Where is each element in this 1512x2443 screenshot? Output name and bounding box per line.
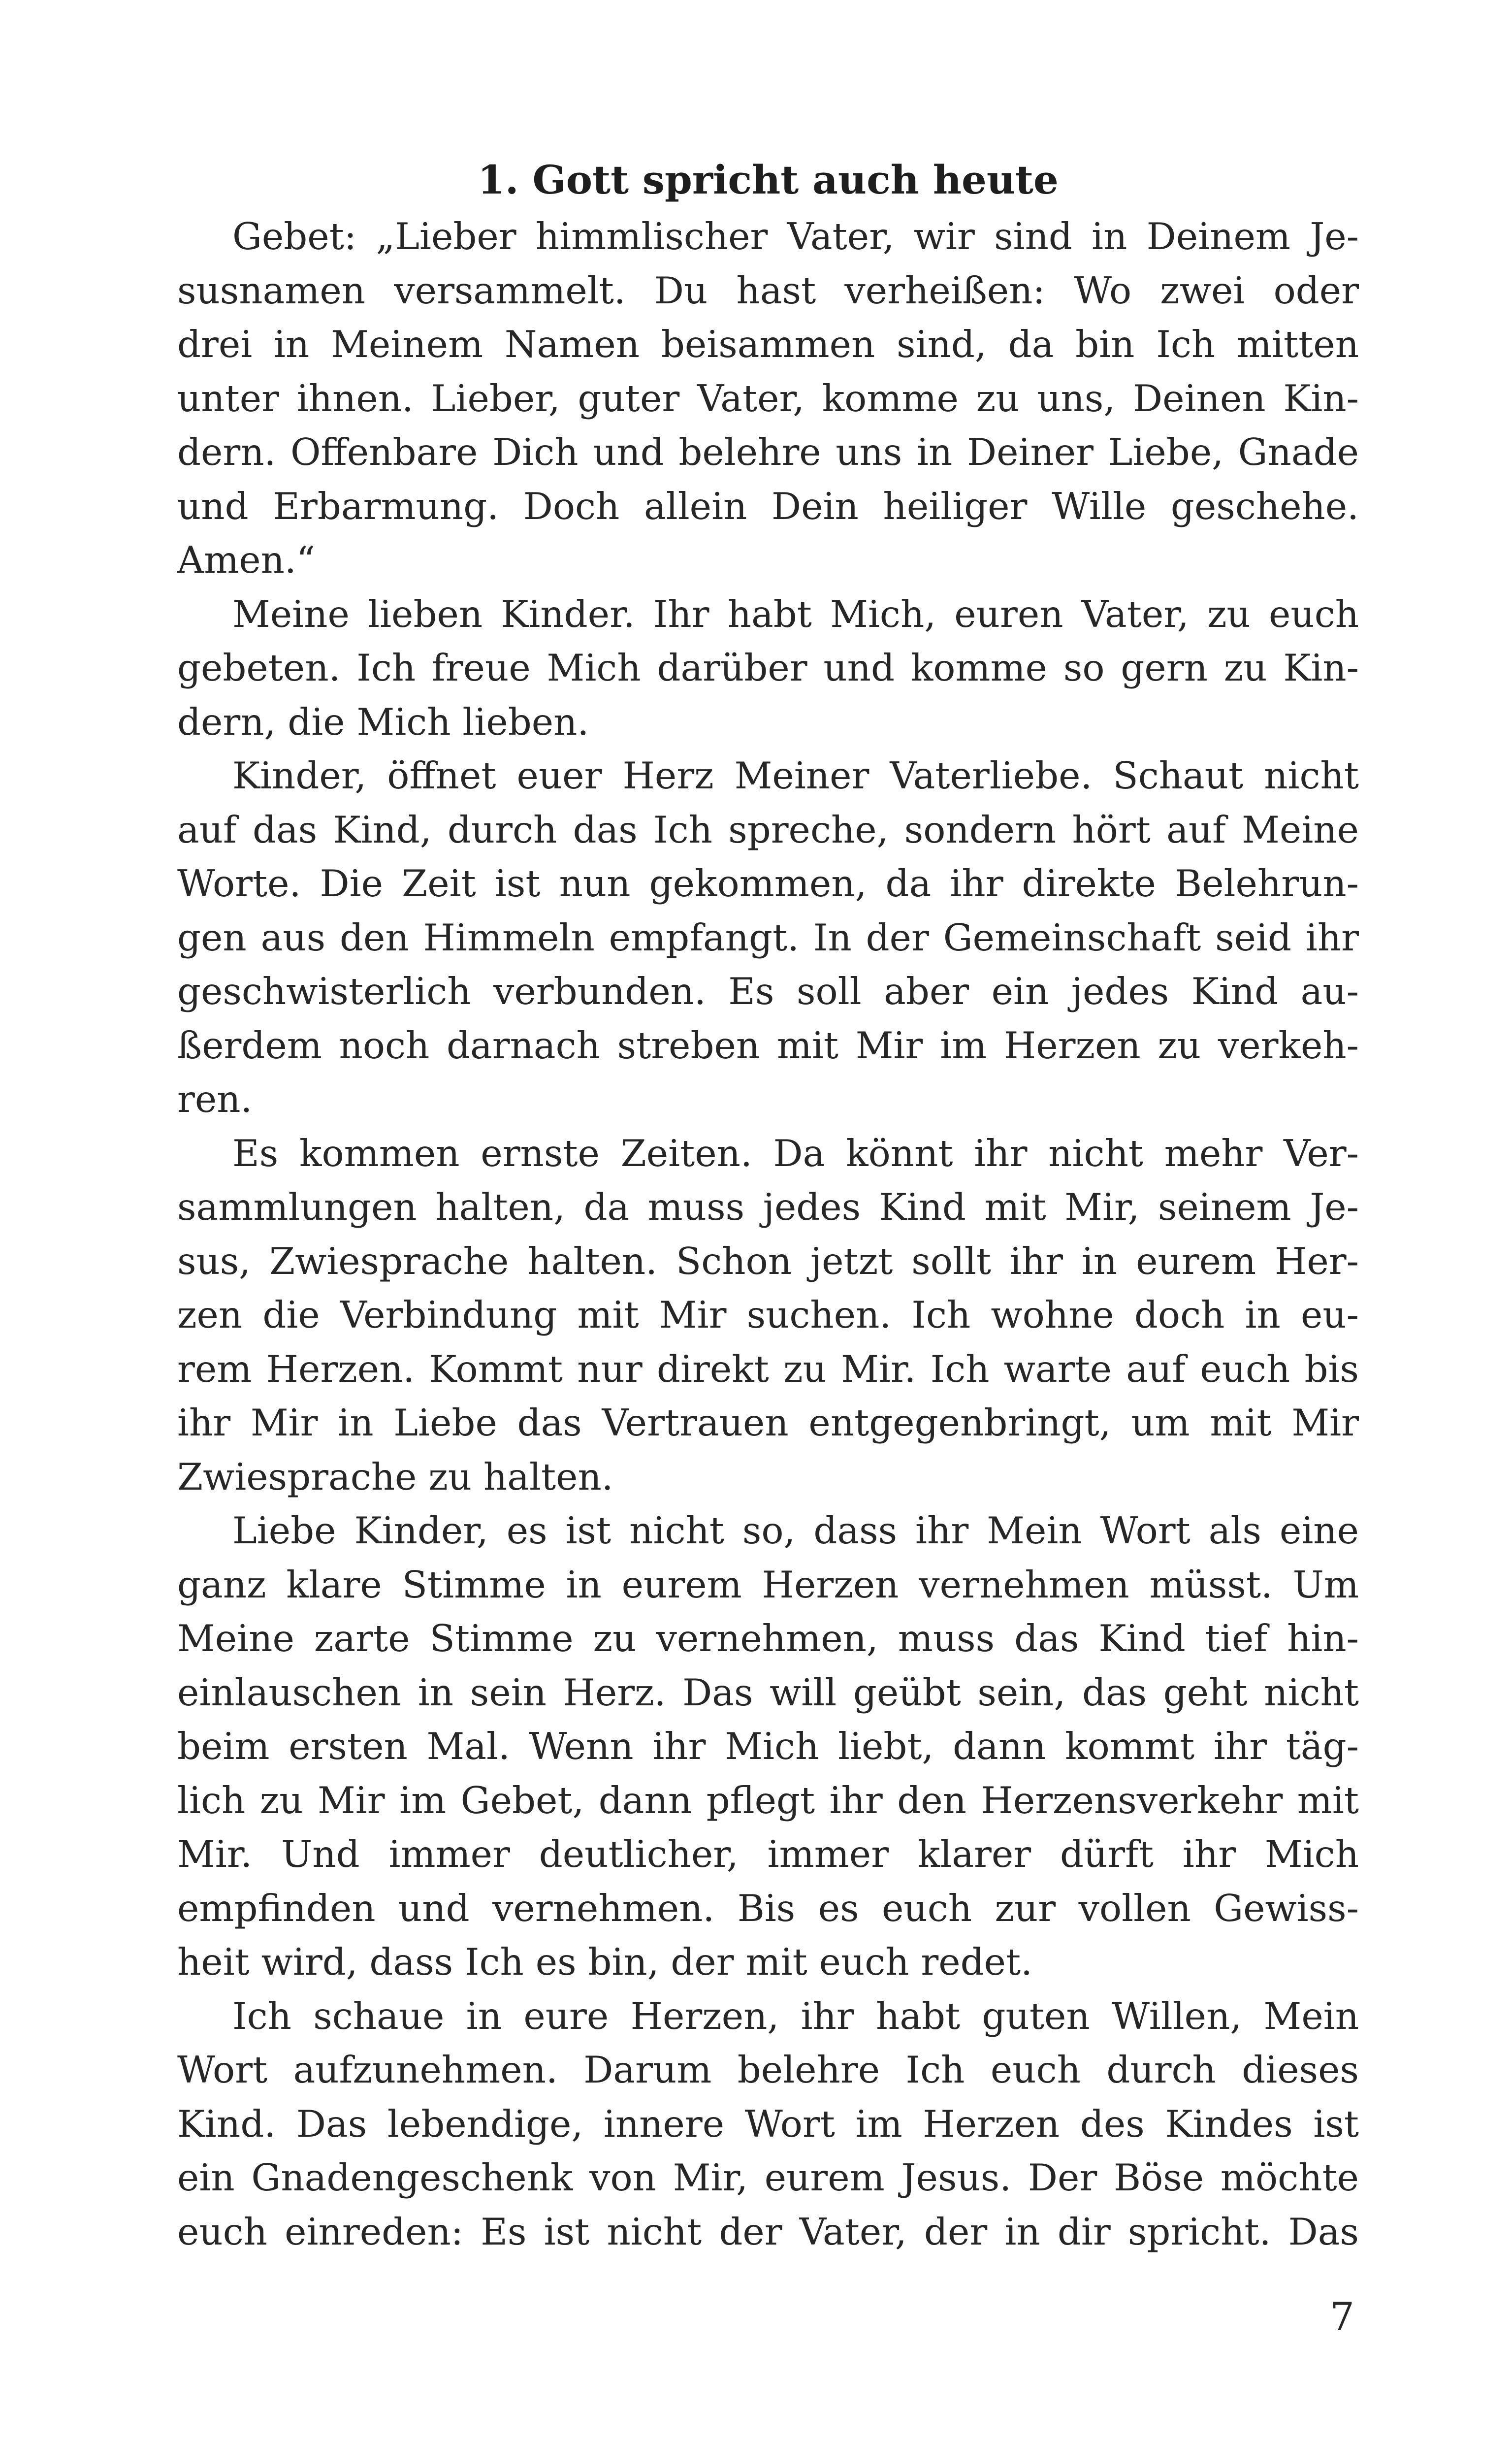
text-line: gebeten. Ich freue Mich darüber und komme so gern zu Kin-: [177, 646, 1359, 689]
text-line: zen die Verbindung mit Mir suchen. Ich wohne doch in eu-: [177, 1293, 1359, 1336]
paragraph: [177, 210, 1359, 587]
text-line: heit wird, dass Ich es bin, der mit euch redet.: [177, 1940, 1033, 1984]
text-line: Kinder, öffnet euer Herz Meiner Vaterliebe. Schaut nicht: [232, 754, 1359, 797]
text-line: sus, Zwiesprache halten. Schon jetzt sollt ihr in eurem Her-: [177, 1239, 1359, 1283]
text-line: ein Gnadengeschenk von Mir, eurem Jesus. Der Böse möchte: [177, 2156, 1359, 2199]
text-line: Es kommen ernste Zeiten. Da könnt ihr nicht mehr Ver-: [232, 1131, 1359, 1175]
text-line: drei in Meinem Namen beisammen sind, da bin Ich mitten: [177, 323, 1359, 366]
paragraph: [177, 1989, 1359, 2259]
text-line: ihr Mir in Liebe das Vertrauen entgegenbringt, um mit Mir: [177, 1401, 1359, 1444]
text-line: einlauschen in sein Herz. Das will geübt sein, das geht nicht: [177, 1670, 1359, 1714]
page-body: [177, 153, 1359, 2259]
text-line: gen aus den Himmeln empfangt. In der Gemeinschaft seid ihr: [177, 915, 1359, 959]
text-line: Meine lieben Kinder. Ihr habt Mich, euren Vater, zu euch: [232, 592, 1359, 636]
text-line: beim ersten Mal. Wenn ihr Mich liebt, dann kommt ihr täg-: [177, 1725, 1359, 1768]
text-body: [177, 210, 1359, 2259]
text-line: Worte. Die Zeit ist nun gekommen, da ihr direkte Belehrun-: [177, 862, 1359, 905]
text-line: ßerdem noch darnach streben mit Mir im Herzen zu verkeh-: [177, 1023, 1359, 1067]
text-line: auf das Kind, durch das Ich spreche, sondern hört auf Meine: [177, 808, 1359, 851]
page-number: 7: [1330, 2295, 1354, 2339]
text-line: Ich schaue in eure Herzen, ihr habt guten Willen, Mein: [232, 1994, 1359, 2038]
text-line: Wort aufzunehmen. Darum belehre Ich euch durch dieses: [177, 2048, 1359, 2091]
text-line: empfinden und vernehmen. Bis es euch zur vollen Gewiss-: [177, 1886, 1359, 1930]
text-line: rem Herzen. Kommt nur direkt zu Mir. Ich warte auf euch bis: [177, 1347, 1359, 1391]
paragraph: [177, 749, 1359, 1127]
text-line: Kind. Das lebendige, innere Wort im Herzen des Kindes ist: [177, 2102, 1359, 2146]
text-line: und Erbarmung. Doch allein Dein heiliger Wille geschehe.: [177, 484, 1359, 528]
text-line: euch einreden: Es ist nicht der Vater, der in dir spricht. Das: [177, 2210, 1359, 2253]
paragraph: [177, 587, 1359, 749]
text-line: ren.: [177, 1077, 253, 1121]
text-line: Gebet: „Lieber himmlischer Vater, wir sind in Deinem Je-: [232, 215, 1359, 258]
text-line: sammlungen halten, da muss jedes Kind mit Mir, seinem Je-: [177, 1185, 1359, 1229]
paragraph: [177, 1504, 1359, 1989]
text-line: Mir. Und immer deutlicher, immer klarer dürft ihr Mich: [177, 1832, 1359, 1876]
text-line: unter ihnen. Lieber, guter Vater, komme zu uns, Deinen Kin-: [177, 376, 1359, 420]
text-line: Liebe Kinder, es ist nicht so, dass ihr Mein Wort als eine: [232, 1509, 1359, 1552]
text-line: Zwiesprache zu halten.: [177, 1455, 613, 1498]
chapter-title: 1. Gott spricht auch heute: [478, 157, 1059, 203]
text-line: dern, die Mich lieben.: [177, 700, 589, 744]
text-line: dern. Offenbare Dich und belehre uns in Deiner Liebe, Gnade: [177, 430, 1359, 474]
text-line: susnamen versammelt. Du hast verheißen: Wo zwei oder: [177, 268, 1359, 312]
paragraph: [177, 1127, 1359, 1504]
text-line: Amen.“: [177, 538, 316, 582]
text-line: Meine zarte Stimme zu vernehmen, muss das Kind tief hin-: [177, 1617, 1359, 1660]
text-line: geschwisterlich verbunden. Es soll aber ein jedes Kind au-: [177, 970, 1359, 1013]
text-line: lich zu Mir im Gebet, dann pflegt ihr den Herzensverkehr mit: [177, 1778, 1359, 1822]
text-line: ganz klare Stimme in eurem Herzen vernehmen müsst. Um: [177, 1563, 1359, 1606]
